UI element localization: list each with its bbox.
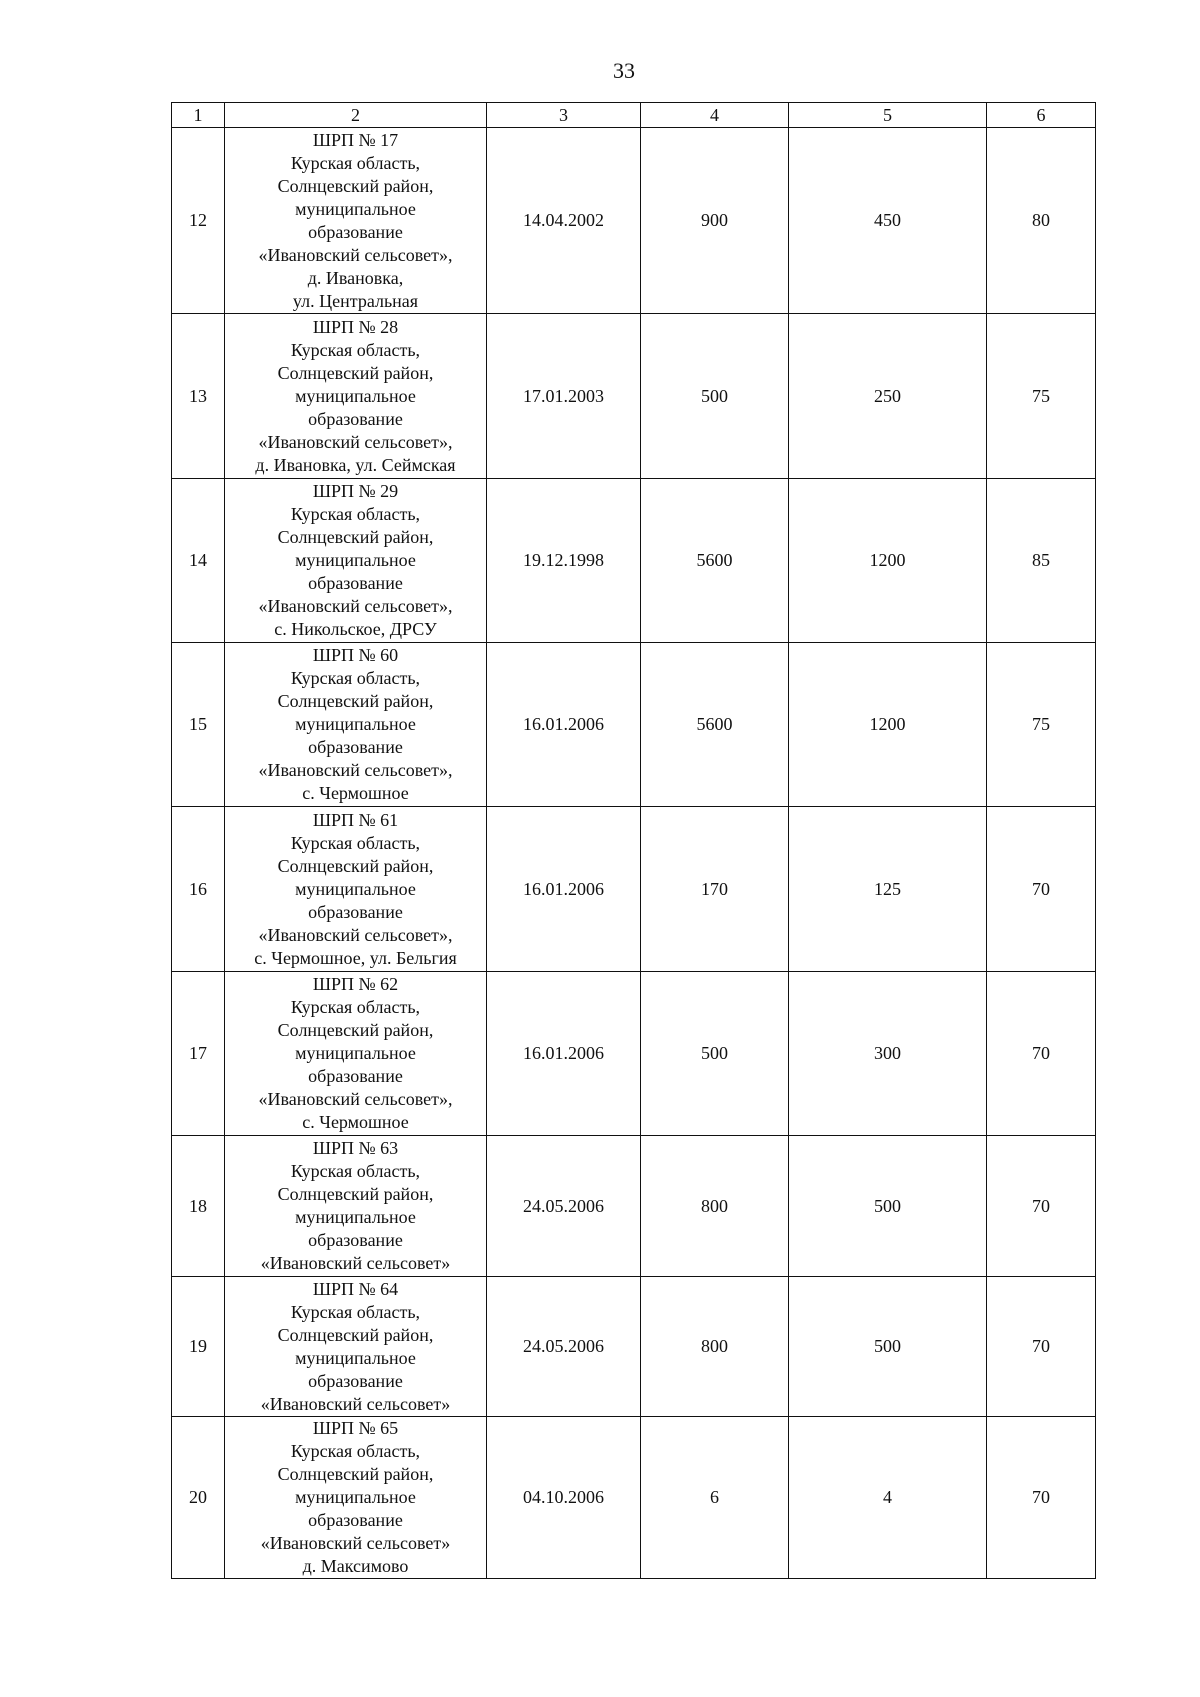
description-cell xyxy=(225,128,487,314)
row-number-cell: 19 xyxy=(172,1277,225,1417)
col4-cell: 6 xyxy=(641,1417,789,1579)
description-line: «Ивановский сельсовет», xyxy=(258,244,453,265)
col5-cell: 300 xyxy=(789,972,987,1136)
description-line: д. Ивановка, xyxy=(307,267,404,288)
description-line: Солнцевский район, xyxy=(277,855,434,876)
date-cell: 04.10.2006 xyxy=(487,1417,641,1579)
description-line: «Ивановский сельсовет», xyxy=(258,431,453,452)
date-cell: 14.04.2002 xyxy=(487,128,641,314)
row-number-cell: 14 xyxy=(172,479,225,643)
description-cell xyxy=(225,972,487,1136)
description-line: образование xyxy=(308,1230,403,1250)
description-cell xyxy=(225,1277,487,1417)
description-line: Солнцевский район, xyxy=(277,362,434,383)
description-line: Солнцевский район, xyxy=(277,175,434,196)
col4-cell: 5600 xyxy=(641,643,789,807)
table-row xyxy=(172,314,1096,479)
col6-cell: 70 xyxy=(987,1277,1096,1417)
col4-cell: 800 xyxy=(641,1136,789,1277)
page-number: 33 xyxy=(613,58,635,83)
description-line: Курская область, xyxy=(290,152,421,173)
description-line: муниципальное xyxy=(295,1347,416,1368)
row-number-cell: 15 xyxy=(172,643,225,807)
description-cell xyxy=(225,479,487,643)
description-line: муниципальное xyxy=(295,385,416,406)
col4-cell: 170 xyxy=(641,807,789,972)
description-line: образование xyxy=(308,408,403,429)
col4-cell: 900 xyxy=(641,128,789,314)
date-cell: 24.05.2006 xyxy=(487,1136,641,1277)
col5-cell: 450 xyxy=(789,128,987,314)
description-cell xyxy=(225,1417,487,1579)
table-row xyxy=(172,643,1096,807)
description-cell xyxy=(225,1136,487,1277)
table-row xyxy=(172,972,1096,1136)
description-line: Курская область, xyxy=(290,1161,421,1181)
col6-cell: 75 xyxy=(987,643,1096,807)
description-line: образование xyxy=(308,1510,403,1530)
table-row xyxy=(172,128,1096,314)
date-cell: 17.01.2003 xyxy=(487,314,641,479)
col5-cell: 500 xyxy=(789,1136,987,1277)
description-line: Солнцевский район, xyxy=(277,1464,434,1484)
col6-cell: 70 xyxy=(987,807,1096,972)
description-line: «Ивановский сельсовет», xyxy=(258,596,453,616)
description-line: ШРП № 65 xyxy=(312,1418,399,1438)
description-line: ул. Центральная xyxy=(292,290,419,311)
header-col-6: 6 xyxy=(987,103,1096,128)
col5-cell: 1200 xyxy=(789,479,987,643)
row-number-cell: 13 xyxy=(172,314,225,479)
description-line: муниципальное xyxy=(295,878,416,899)
table-header xyxy=(172,103,1096,128)
description-cell xyxy=(225,807,487,972)
description-cell xyxy=(225,643,487,807)
description-line: Курская область, xyxy=(290,1441,421,1461)
description-line: «Ивановский сельсовет», xyxy=(258,924,453,945)
description-line: Солнцевский район, xyxy=(277,1020,434,1040)
row-number-cell: 12 xyxy=(172,128,225,314)
description-line: Солнцевский район, xyxy=(277,1184,434,1204)
col6-cell: 70 xyxy=(987,972,1096,1136)
header-col-4: 4 xyxy=(641,103,789,128)
description-line: образование xyxy=(308,221,403,242)
description-line: Курская область, xyxy=(290,504,421,524)
description-line: ШРП № 28 xyxy=(312,316,399,337)
table-row xyxy=(172,807,1096,972)
description-line: с. Чермошное xyxy=(302,1112,409,1132)
description-line: ШРП № 60 xyxy=(312,645,399,665)
table-body xyxy=(172,128,1096,1579)
table-row xyxy=(172,1417,1096,1579)
header-col-1: 1 xyxy=(172,103,225,128)
date-cell: 16.01.2006 xyxy=(487,643,641,807)
description-line: образование xyxy=(308,737,403,757)
description-line: «Ивановский сельсовет» xyxy=(260,1253,451,1273)
description-line: муниципальное xyxy=(295,1207,416,1227)
table-row xyxy=(172,1136,1096,1277)
col6-cell: 85 xyxy=(987,479,1096,643)
description-line: Солнцевский район, xyxy=(277,527,434,547)
description-line: Курская область, xyxy=(290,832,421,853)
description-line: Солнцевский район, xyxy=(277,1324,434,1345)
col6-cell: 70 xyxy=(987,1417,1096,1579)
description-line: Курская область, xyxy=(290,668,421,688)
description-line: образование xyxy=(308,1370,403,1391)
description-cell xyxy=(225,314,487,479)
col5-cell: 4 xyxy=(789,1417,987,1579)
description-line: ШРП № 62 xyxy=(312,974,399,994)
description-line: образование xyxy=(308,901,403,922)
description-line: с. Никольское, ДРСУ xyxy=(274,619,437,639)
col6-cell: 70 xyxy=(987,1136,1096,1277)
col4-cell: 800 xyxy=(641,1277,789,1417)
description-line: Курская область, xyxy=(290,339,421,360)
description-line: муниципальное xyxy=(295,1487,416,1507)
table-row xyxy=(172,1277,1096,1417)
date-cell: 19.12.1998 xyxy=(487,479,641,643)
col6-cell: 75 xyxy=(987,314,1096,479)
description-line: ШРП № 61 xyxy=(312,809,399,830)
description-line: д. Ивановка, ул. Сеймская xyxy=(255,454,456,475)
date-cell: 24.05.2006 xyxy=(487,1277,641,1417)
description-line: муниципальное xyxy=(295,198,416,219)
header-col-2: 2 xyxy=(225,103,487,128)
description-line: «Ивановский сельсовет», xyxy=(258,1089,453,1109)
description-line: Солнцевский район, xyxy=(277,691,434,711)
description-line: Курская область, xyxy=(290,997,421,1017)
row-number-cell: 20 xyxy=(172,1417,225,1579)
table-row xyxy=(172,479,1096,643)
col5-cell: 250 xyxy=(789,314,987,479)
description-line: д. Максимово xyxy=(302,1556,409,1576)
description-line: «Ивановский сельсовет», xyxy=(258,760,453,780)
header-col-3: 3 xyxy=(487,103,641,128)
col5-cell: 125 xyxy=(789,807,987,972)
header-row xyxy=(172,103,1096,128)
row-number-cell: 16 xyxy=(172,807,225,972)
col5-cell: 500 xyxy=(789,1277,987,1417)
col5-cell: 1200 xyxy=(789,643,987,807)
col4-cell: 500 xyxy=(641,314,789,479)
description-line: «Ивановский сельсовет» xyxy=(260,1393,451,1414)
description-line: образование xyxy=(308,573,403,593)
date-cell: 16.01.2006 xyxy=(487,972,641,1136)
description-line: ШРП № 29 xyxy=(312,481,399,501)
description-line: муниципальное xyxy=(295,550,416,570)
description-line: «Ивановский сельсовет» xyxy=(260,1533,451,1553)
description-line: муниципальное xyxy=(295,714,416,734)
description-line: ШРП № 63 xyxy=(312,1138,399,1158)
col4-cell: 5600 xyxy=(641,479,789,643)
row-number-cell: 17 xyxy=(172,972,225,1136)
description-line: муниципальное xyxy=(295,1043,416,1063)
row-number-cell: 18 xyxy=(172,1136,225,1277)
header-col-5: 5 xyxy=(789,103,987,128)
col4-cell: 500 xyxy=(641,972,789,1136)
date-cell: 16.01.2006 xyxy=(487,807,641,972)
description-line: ШРП № 17 xyxy=(312,129,399,150)
col6-cell: 80 xyxy=(987,128,1096,314)
description-line: образование xyxy=(308,1066,403,1086)
registry-table xyxy=(171,102,1096,1579)
description-line: с. Чермошное xyxy=(302,783,409,803)
description-line: с. Чермошное, ул. Бельгия xyxy=(254,947,457,968)
description-line: ШРП № 64 xyxy=(312,1278,399,1299)
description-line: Курская область, xyxy=(290,1301,421,1322)
